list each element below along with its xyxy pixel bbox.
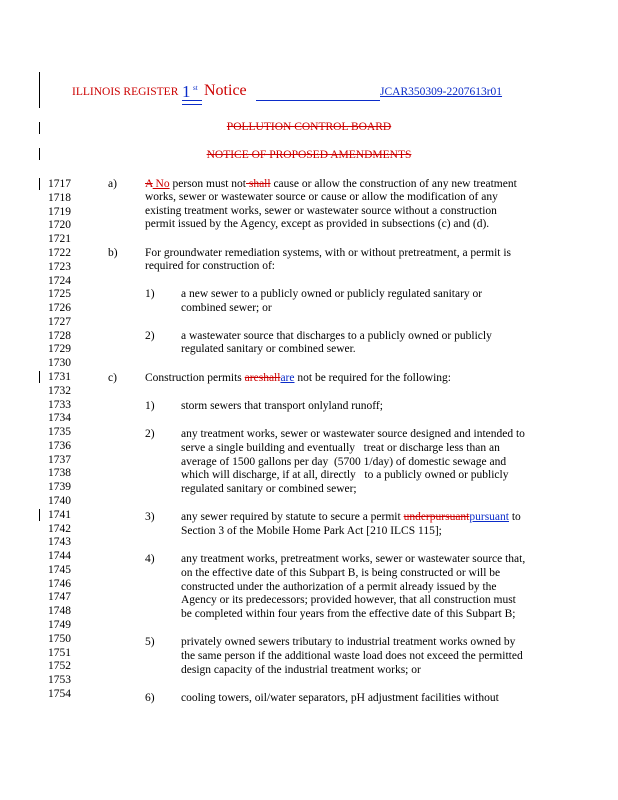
line-number: 1728 <box>48 329 71 342</box>
line-number: 1749 <box>48 619 71 631</box>
paragraph-line: cooling towers, oil/water separators, pH adjustment facilities without <box>181 692 499 704</box>
item-label: 3) <box>145 511 155 523</box>
line-number: 1729 <box>48 343 71 356</box>
paragraph-line: which will discharge, if at all, directly to a publicly owned or publicly <box>181 469 509 481</box>
item-label: 1) <box>145 288 155 300</box>
paragraph-line: on the effective date of this Subpart B, is being constructed or will be <box>181 567 501 579</box>
item-label: 1) <box>145 400 155 412</box>
document-id: JCAR350309-2207613r01 <box>380 86 503 98</box>
line-number: 1742 <box>48 522 71 535</box>
line-number: 1753 <box>48 674 71 687</box>
paragraph-line: any treatment works, pretreatment works, sewer or wastewater source that, <box>181 553 526 565</box>
line-number: 1739 <box>48 481 71 494</box>
paragraph-line: any sewer required by statute to secure a permit underpursuantpursuant to <box>181 511 521 523</box>
paragraph-line: Agency or its predecessors; provided however, that all construction must <box>181 594 516 606</box>
paragraph-line: privately owned sewers tributary to industrial treatment works owned by <box>181 636 516 648</box>
item-label: 4) <box>145 553 155 565</box>
change-bar <box>39 509 40 521</box>
line-number: 1748 <box>48 605 71 618</box>
paragraph-line: For groundwater remediation systems, with or without pretreatment, a permit is <box>145 247 512 259</box>
line-number: 1736 <box>48 439 71 452</box>
line-number: 1747 <box>48 591 71 604</box>
item-label: 2) <box>145 330 155 342</box>
line-number: 1752 <box>48 660 71 673</box>
paragraph-line: combined sewer; or <box>181 302 272 314</box>
line-number: 1740 <box>48 494 71 507</box>
line-number: 1730 <box>48 357 71 370</box>
item-label: 6) <box>145 692 155 704</box>
line-number: 1733 <box>48 398 71 411</box>
page-header <box>72 82 512 102</box>
line-number: 1717 <box>48 178 71 190</box>
paragraph-line: Construction permits areshallare not be required for the following: <box>145 372 451 384</box>
line-number: 1732 <box>48 384 71 397</box>
paragraph-line: regulated sanitary or combined sewer; <box>181 483 357 495</box>
register-label: ILLINOIS REGISTER <box>72 86 179 98</box>
line-number: 1725 <box>48 288 71 301</box>
line-number: 1754 <box>48 687 71 700</box>
section-b-label: b) <box>108 247 118 259</box>
paragraph-line: the same person if the additional waste load does not exceed the permitted <box>181 650 523 662</box>
line-number: 1734 <box>48 412 71 425</box>
paragraph-line: average of 1500 gallons per day (5700 1/day) of domestic sewage and <box>181 456 507 468</box>
paragraph-line: required for construction of: <box>145 260 275 272</box>
paragraph-line: A No person must not shall cause or allow the construction of any new treatment <box>145 178 517 190</box>
paragraph-line: any treatment works, sewer or wastewater source designed and intended to <box>181 428 525 440</box>
line-number: 1731 <box>48 370 71 383</box>
notice-title: NOTICE OF PROPOSED AMENDMENTS <box>206 149 412 161</box>
change-bar <box>39 371 40 383</box>
double-underline <box>182 100 202 105</box>
line-number: 1721 <box>48 233 71 246</box>
line-number: 1720 <box>48 219 71 232</box>
deleted-text: shall <box>258 372 281 384</box>
board-title: POLLUTION CONTROL BOARD <box>226 121 392 133</box>
line-number: 1743 <box>48 536 71 549</box>
paragraph-line: a new sewer to a publicly owned or publicly regulated sanitary or <box>181 288 483 300</box>
inserted-text: pursuant <box>469 511 509 523</box>
page-number: 1 <box>182 82 191 101</box>
paragraph-line: permit issued by the Agency, except as provided in subsections (c) and (d). <box>145 218 490 230</box>
deleted-text: under <box>403 511 430 523</box>
line-number: 1745 <box>48 563 71 576</box>
line-number: 1724 <box>48 274 71 287</box>
paragraph-line: Section 3 of the Mobile Home Park Act [210 ILCS 115]; <box>181 525 442 537</box>
item-label: 5) <box>145 636 155 648</box>
section-c-label: c) <box>108 372 117 384</box>
deleted-text: shall <box>245 178 271 190</box>
change-bar <box>39 72 40 108</box>
paragraph-line: serve a single building and eventually treat or discharge less than an <box>181 442 500 454</box>
line-number: 1719 <box>48 205 71 218</box>
line-number: 1737 <box>48 453 71 466</box>
paragraph-line: design capacity of the industrial treatment works; or <box>181 664 421 676</box>
header-underline <box>256 100 380 101</box>
deleted-text: are <box>244 372 259 384</box>
paragraph-line: storm sewers that transport onlyland runoff; <box>181 400 383 412</box>
notice-label: Notice <box>204 82 247 99</box>
item-label: 2) <box>145 428 155 440</box>
line-number: 1727 <box>48 315 71 328</box>
paragraph-line: works, sewer or wastewater source or cause or allow the modification of any <box>145 191 498 203</box>
line-number: 1722 <box>48 246 71 259</box>
inserted-text: No <box>152 178 170 190</box>
line-number: 1750 <box>48 632 71 645</box>
paragraph-line: existing treatment works, sewer or wastewater source without a construction <box>145 205 497 217</box>
line-number: 1718 <box>48 191 71 204</box>
line-number: 1723 <box>48 260 71 273</box>
deleted-text: A <box>145 178 153 190</box>
paragraph-line: a wastewater source that discharges to a publicly owned or publicly <box>181 330 492 342</box>
line-number: 1735 <box>48 426 71 438</box>
paragraph-line: regulated sanitary or combined sewer. <box>181 343 356 355</box>
line-number: 1726 <box>48 302 71 314</box>
line-number: 1746 <box>48 577 71 590</box>
line-number: 1741 <box>48 508 71 521</box>
change-bar <box>39 178 40 190</box>
line-number: 1738 <box>48 467 71 480</box>
deleted-text: pursuant <box>429 511 470 523</box>
page-number-superscript: st <box>193 84 198 92</box>
line-number: 1751 <box>48 646 71 659</box>
paragraph-line: be completed within four years from the effective date of this Subpart B; <box>181 608 516 620</box>
section-a-label: a) <box>108 178 117 190</box>
paragraph-line: constructed under the authorization of a permit already issued by the <box>181 581 497 593</box>
inserted-text: are <box>280 372 295 384</box>
line-number: 1744 <box>48 550 71 563</box>
